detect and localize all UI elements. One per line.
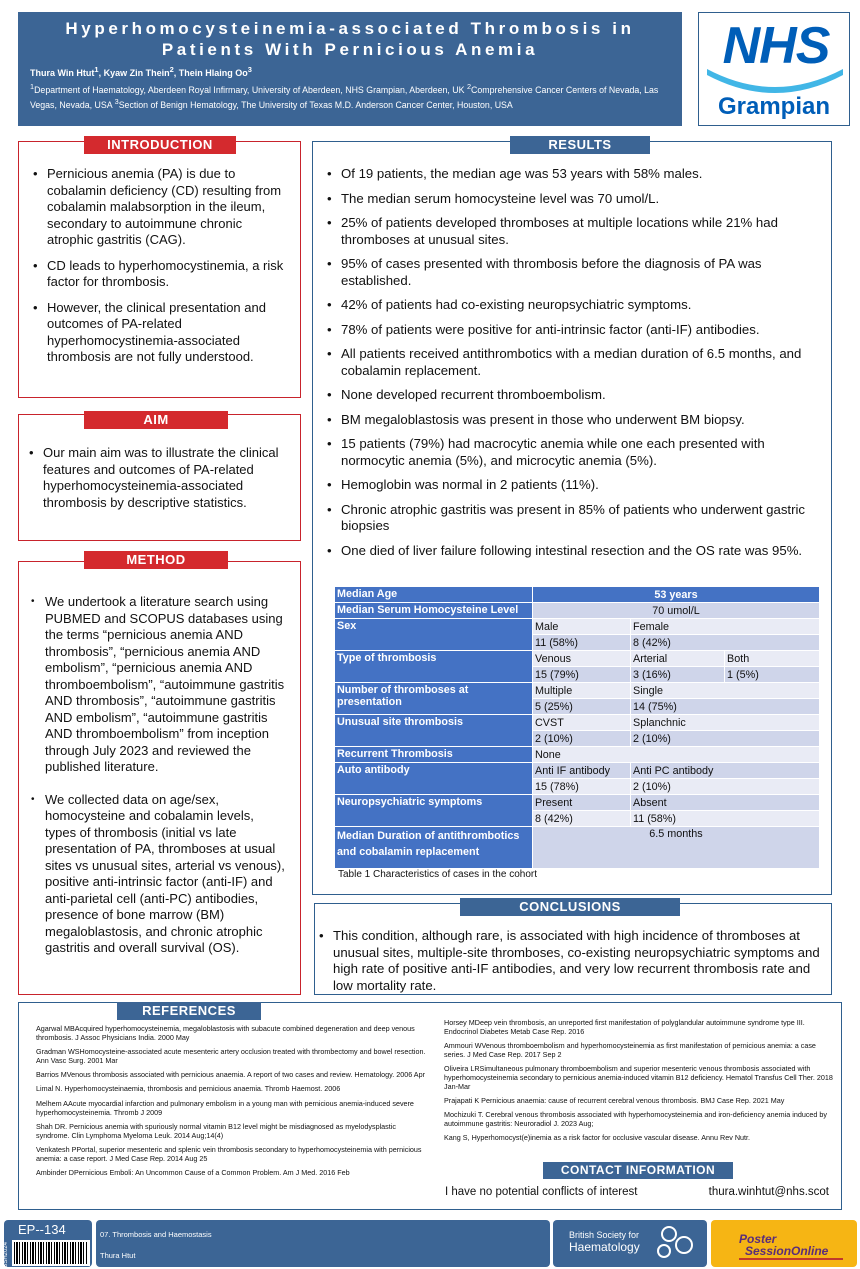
cell-icon — [657, 1244, 671, 1258]
list-item: • All patients received antithrombotics with a median duration of 6.5 months, and cobalamin replacement. — [327, 346, 825, 379]
affil-sup: 1 — [30, 82, 35, 91]
table-cell: None — [533, 747, 820, 763]
barcode-icon — [12, 1240, 90, 1266]
affiliation: Comprehensive Cancer Centers of Nevada, Las Vegas, Nevada, USA — [30, 84, 659, 111]
poster-id: EP--134 — [18, 1222, 66, 1237]
author-name: Kyaw Zin Thein — [103, 68, 170, 78]
results-list — [313, 142, 831, 559]
table-cell: Female — [631, 619, 820, 635]
row-label: Type of thrombosis — [335, 651, 533, 683]
author-list: Thura Win Htut$^1$, Kyaw Zin Thein$^2$, Thein Hlaing Oo$^3$ — [30, 65, 252, 78]
footer-info — [96, 1220, 550, 1267]
row-label: Median Age — [335, 587, 533, 603]
table-cell: 2 (10%) — [533, 731, 631, 747]
table-cell: Splanchnic — [631, 715, 820, 731]
reference-item: Kang S, Hyperhomocyst(e)inemia as a risk factor for occlusive vascular disease. Annu Rev Nutr. — [444, 1133, 750, 1143]
table-cell: 11 (58%) — [533, 635, 631, 651]
author-sup: 1 — [94, 65, 99, 74]
contact-email[interactable]: thura.winhtut@nhs.scot — [708, 1186, 829, 1198]
aim-list — [19, 415, 300, 511]
reference-item: Venkatesh PPortal, superior mesenteric and splenic vein thrombosis secondary to hyperhomocysteinemia with pernicious anemia: a case report. J Med Case Rep. 2014 Aug 25 — [36, 1144, 422, 1163]
aim-title: AIM — [84, 411, 228, 429]
bsh-logo-line2: Haematology — [569, 1240, 640, 1254]
introduction-section — [18, 141, 301, 398]
small-id: BSH2024 — [3, 1242, 9, 1268]
affil-sup: 3 — [114, 97, 119, 107]
list-item: • However, the clinical presentation and outcomes of PA-related hyperhomocystinemia-associated thrombosis are not fully understood. — [33, 300, 290, 366]
table-cell: Absent — [631, 795, 820, 811]
row-label: Neuropsychiatric symptoms — [335, 795, 533, 827]
poster-header — [18, 12, 682, 126]
aim-section — [18, 414, 301, 541]
introduction-list — [19, 142, 300, 366]
table-row — [335, 651, 820, 667]
list-item: • Of 19 patients, the median age was 53 years with 58% males. — [327, 166, 825, 183]
list-item: • BM megaloblastosis was present in those who underwent BM biopsy. — [327, 412, 825, 429]
table-cell: 15 (78%) — [533, 779, 631, 795]
conclusions-list — [315, 904, 831, 994]
table-cell: 5 (25%) — [533, 699, 631, 715]
poster-session-online-logo — [711, 1220, 857, 1267]
list-item: • Pernicious anemia (PA) is due to cobalamin deficiency (CD) resulting from cobalamin malabsorption in the ileum, secondary to autoimmune chronic atrophic gastritis (CAG). — [33, 166, 290, 249]
references-title: REFERENCES — [117, 1002, 261, 1020]
table-cell: 11 (58%) — [631, 811, 820, 827]
list-item: • CD leads to hyperhomocystinemia, a risk factor for thrombosis. — [33, 258, 290, 291]
method-section — [18, 561, 301, 995]
table-cell: 8 (42%) — [533, 811, 631, 827]
reference-item: Ambinder DPernicious Emboli: An Uncommon Cause of a Common Problem. Am J Med. 2016 Feb — [36, 1168, 350, 1178]
list-item: • The median serum homocysteine level was 70 umol/L. — [327, 191, 825, 208]
table-cell: 15 (79%) — [533, 667, 631, 683]
reference-item: Shah DR. Pernicious anemia with spuriously normal vitamin B12 level might be misdiagnosed as myelodysplastic syndrome. Clin Lymphoma Myeloma Leuk. 2014 Aug;14(4) — [36, 1121, 396, 1140]
list-item: • This condition, although rare, is associated with high incidence of thromboses at unusual sites, multiple-site thromboses, co-existing neuropsychiatric symptoms and high rate of positive anti-IF antibodies, and very low recurrent thrombosis rate and low mortality rate. — [319, 928, 823, 994]
list-item: • One died of liver failure following intestinal resection and the OS rate was 95%. — [327, 543, 825, 560]
table-cell: 53 years — [533, 587, 820, 603]
reference-item: Oliveira LRSimultaneous pulmonary thromboembolism and superior mesenteric venous thrombosis associated with hyperhomocysteinemia secondary to pernicious anemia-induced vitamin B12 deficiency. Hematol Transfus Cell Ther. 2018 Jan-Mar — [444, 1064, 833, 1091]
table-cell: 14 (75%) — [631, 699, 820, 715]
contact-title: CONTACT INFORMATION — [543, 1162, 733, 1179]
list-item: • Chronic atrophic gastritis was present in 85% of patients who underwent gastric biopsies — [327, 502, 825, 535]
reference-item: Prajapati K Pernicious anaemia: cause of recurrent cerebral venous thrombosis. BMJ Case Rep. 2021 May — [444, 1096, 785, 1106]
table-cell: Single — [631, 683, 820, 699]
pso-logo-line1: Poster — [739, 1232, 777, 1246]
references-right-column — [444, 1019, 836, 1149]
nhs-logo-subtitle: Grampian — [717, 93, 831, 120]
list-item: • 95% of cases presented with thrombosis before the diagnosis of PA was established. — [327, 256, 825, 289]
method-list — [19, 562, 300, 957]
affiliations — [30, 81, 670, 112]
author-sup: 2 — [169, 65, 174, 74]
bsh-logo-line1: British Society for — [569, 1230, 640, 1240]
pso-tagline-bar — [739, 1258, 843, 1260]
table-caption: Table 1 Characteristics of cases in the cohort — [338, 869, 537, 880]
table-cell: 1 (5%) — [725, 667, 820, 683]
results-title: RESULTS — [510, 136, 650, 154]
table-cell: Anti PC antibody — [631, 763, 820, 779]
list-item: • 15 patients (79%) had macrocytic anemia while one each presented with normocytic anemia (5%), and microcytic anemia (5%). — [327, 436, 825, 469]
table-row — [335, 715, 820, 731]
table-cell: Both — [725, 651, 820, 667]
table-cell: Venous — [533, 651, 631, 667]
table-row — [335, 619, 820, 635]
table-cell: 8 (42%) — [631, 635, 820, 651]
reference-item: Mochizuki T. Cerebral venous thrombosis associated with hyperhomocysteinemia and iron-deficiency anemia induced by autoimmune gastritis: Neuroradiol J. 2023 Aug; — [444, 1110, 827, 1129]
reference-item: Gradman WSHomocysteine-associated acute mesenteric artery occlusion treated with thrombectomy and bowel resection. Ann Vasc Surg. 2001 Mar — [36, 1047, 426, 1065]
row-label: Recurrent Thrombosis — [335, 747, 533, 763]
table-cell: Present — [533, 795, 631, 811]
reference-item: Limal N. Hyperhomocysteinaemia, thrombosis and pernicious anaemia. Thromb Haemost. 2006 — [36, 1084, 341, 1094]
table-cell: 2 (10%) — [631, 731, 820, 747]
row-label: Auto antibody — [335, 763, 533, 795]
table-cell: 2 (10%) — [631, 779, 820, 795]
affiliation: Section of Benign Hematology, The University of Texas M.D. Anderson Cancer Center, Houston, USA — [118, 100, 513, 111]
poster-title: Hyperhomocysteinemia-associated Thrombosis in Patients With Pernicious Anemia — [65, 19, 635, 59]
table-cell: 3 (16%) — [631, 667, 725, 683]
table-cell: Multiple — [533, 683, 631, 699]
author-sup: 3 — [247, 65, 252, 74]
nhs-logo-text: NHS — [722, 17, 830, 75]
contact-line — [445, 1186, 829, 1198]
references-section — [18, 1002, 842, 1210]
list-item: • Hemoglobin was normal in 2 patients (11%). — [327, 477, 825, 494]
table-cell: Male — [533, 619, 631, 635]
row-label: Median Serum Homocysteine Level — [335, 603, 533, 619]
table-cell: Arterial — [631, 651, 725, 667]
references-left-column — [36, 1025, 428, 1183]
table-cell: CVST — [533, 715, 631, 731]
cell-icon — [675, 1236, 693, 1254]
nhs-grampian-logo — [698, 12, 850, 126]
introduction-title: INTRODUCTION — [84, 136, 236, 154]
row-label: Median Duration of antithrombotics and cobalamin replacement — [335, 827, 533, 869]
bsh-logo — [553, 1220, 707, 1267]
poster-category: 07. Thrombosis and Haemostasis — [100, 1230, 212, 1239]
table-row — [335, 683, 820, 699]
list-item: • None developed recurrent thromboembolism. — [327, 387, 825, 404]
row-label: Unusual site thrombosis — [335, 715, 533, 747]
table-cell: 6.5 months — [533, 827, 820, 869]
table-row — [335, 795, 820, 811]
list-item: • 42% of patients had co-existing neuropsychiatric symptoms. — [327, 297, 825, 314]
reference-item: Ammouri WVenous thromboembolism and hyperhomocysteinemia as first manifestation of pernicious anemia: a case series. J Med Case Rep. 2017 Sep 2 — [444, 1041, 816, 1059]
reference-item: Agarwal MBAcquired hyperhomocysteinemia, megaloblastosis with subacute combined degeneration and deep venous thrombosis. J Assoc Physicians India. 2000 May — [36, 1024, 415, 1042]
method-title: METHOD — [84, 551, 228, 569]
list-item: • Our main aim was to illustrate the clinical features and outcomes of PA-related hyperhomocysteinemia-associated thrombosis by descriptive statistics. — [29, 445, 290, 511]
characteristics-table — [334, 586, 820, 869]
table-row — [335, 763, 820, 779]
affiliation: Department of Haematology, Aberdeen Royal Infirmary, University of Aberdeen, NHS Grampian, Aberdeen, UK — [34, 84, 467, 95]
table-cell: 70 umol/L — [533, 603, 820, 619]
table-row — [335, 827, 820, 869]
table-row — [335, 603, 820, 619]
row-label: Sex — [335, 619, 533, 651]
reference-item: Horsey MDeep vein thrombosis, an unreported first manifestation of polyglandular autoimmune syndrome type III. Endocrinol Diabetes Metab Case Rep. 2016 — [444, 1018, 805, 1036]
affil-sup: 2 — [466, 82, 472, 91]
list-item: • We collected data on age/sex, homocysteine and cobalamin levels, types of thrombosis (initial vs late presentation of PA, thromboses at usual sites vs unusual sites, arterial vs venous), positive anti-intrinsic factor (anti-IF) and anti-parietal cell (anti-PC) antibodies, presence of bone marrow (BM) megaloblastosis, and chronic atrophic gastritis and overall survival (OS). — [31, 792, 288, 957]
conflict-statement: I have no potential conflicts of interest — [445, 1186, 638, 1198]
poster-author: Thura Htut — [100, 1251, 136, 1260]
logo-arc-icon — [705, 65, 845, 95]
reference-item: Barrios MVenous thrombosis associated with pernicious anaemia. A report of two cases and review. Hematology. 2006 Apr — [36, 1070, 425, 1080]
list-item: • 25% of patients developed thromboses at multiple locations while 21% had thromboses at unusual sites. — [327, 215, 825, 248]
table-row — [335, 747, 820, 763]
author-name: Thein Hlaing Oo — [178, 68, 248, 78]
row-label: Number of thromboses at presentation — [335, 683, 533, 715]
list-item: • We undertook a literature search using PUBMED and SCOPUS databases using the terms “pernicious anemia AND thrombosis”, “pernicious anemia AND embolism”, “pernicious anemia AND thromboembolism”, “autoimmune gastritis AND thrombosis”, “autoimmune gastritis AND embolism”, “autoimmune gastritis AND thromboembolism” from inception through July 2023 and reviewed the published literature. — [31, 594, 288, 776]
pso-logo-line2: SessionOnline — [745, 1244, 829, 1258]
table-cell: Anti IF antibody — [533, 763, 631, 779]
reference-item: Melhem AAcute myocardial infarction and pulmonary embolism in a young man with pernicious anemia-induced severe hyperhomocysteinemia. Thromb J 2009 — [36, 1098, 414, 1117]
conclusions-title: CONCLUSIONS — [460, 898, 680, 916]
cell-icon — [661, 1226, 677, 1242]
list-item: • 78% of patients were positive for anti-intrinsic factor (anti-IF) antibodies. — [327, 322, 825, 339]
author-name: Thura Win Htut — [30, 68, 95, 78]
conclusions-section — [314, 903, 832, 995]
table-row — [335, 587, 820, 603]
